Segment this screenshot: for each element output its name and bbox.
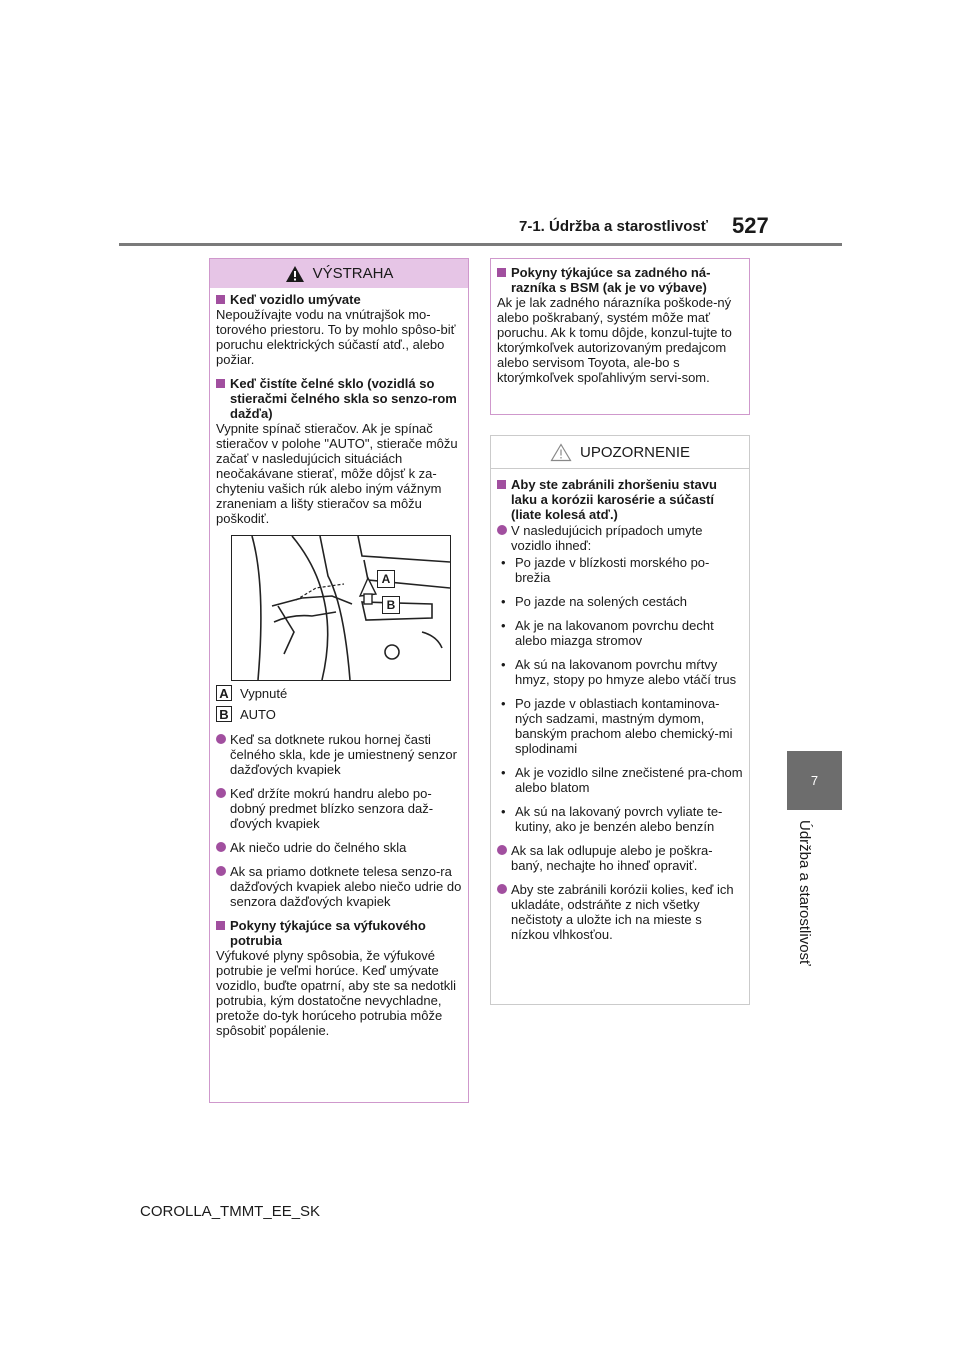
header-divider bbox=[119, 243, 842, 246]
chapter-number: 7 bbox=[810, 773, 819, 788]
label-badge-b: B bbox=[216, 706, 232, 722]
caution-box bbox=[490, 435, 750, 1005]
warning-section-washing bbox=[216, 292, 462, 367]
legend-text: Vypnuté bbox=[240, 685, 288, 701]
round-bullet-icon bbox=[216, 842, 226, 852]
document-code: COROLLA_TMMT_EE_SK bbox=[140, 1203, 321, 1220]
square-bullet-icon bbox=[497, 268, 506, 277]
figure-label-b: B bbox=[382, 596, 400, 614]
square-bullet-icon bbox=[216, 921, 225, 930]
page-number: 527 bbox=[732, 213, 769, 238]
section-title: 7-1. Údržba a starostlivosť bbox=[519, 218, 708, 235]
figure-label-a: A bbox=[377, 570, 395, 588]
warning-title: VÝSTRAHA bbox=[312, 265, 394, 282]
sub-list-item: • Ak je na lakovanom povrchu decht alebo miazga stromov bbox=[501, 618, 714, 648]
warning-section-exhaust bbox=[216, 918, 462, 1038]
square-bullet-icon bbox=[216, 379, 225, 388]
section-text: Ak je lak zadného nárazníka poškode-ný alebo poškrabaný, systém môže mať poruchu. Ak k tomu dôjde, konzul-tujte to ktorýmkoľvek autorizovaným predajcom alebo servisom Toyota, ale-bo s ktorýmkoľvek spoľahlivým servi-som. bbox=[497, 295, 732, 385]
chapter-side-label: Údržba a starostlivosť bbox=[796, 820, 813, 966]
wiper-lever-drawing bbox=[232, 536, 450, 680]
bsm-note-box bbox=[490, 258, 750, 415]
round-bullet-icon bbox=[216, 734, 226, 744]
round-bullet-icon bbox=[216, 866, 226, 876]
sub-list-item: • Po jazde v blízkosti morského po-brežia bbox=[501, 555, 710, 585]
warning-section-windshield bbox=[216, 376, 462, 526]
round-bullet-icon bbox=[497, 845, 507, 855]
section-text: Vypnite spínač stieračov. Ak je spínač stieračov v polohe "AUTO", stierače môžu začať v nasledujúcich situáciách neočakávane stierať, môže dôjsť k za-chyteniu vašich rúk alebo iným vážnym zraneniam a lišty stieračov sa môžu poškodiť. bbox=[216, 421, 458, 526]
list-item: Aby ste zabránili korózii kolies, keď ich ukladáte, odstráňte z nich všetky nečistoty a uložte ich na mieste s nízkou vlhkosťou. bbox=[497, 882, 743, 942]
section-text: Výfukové plyny spôsobia, že výfukové potrubie je veľmi horúce. Keď umývate vozidlo, buďte opatrní, aby ste sa nedotkli potrubia, kým dostatočne nevychladne, pretože do-tyk horúceho potrubia môže spôsobiť popálenie. bbox=[216, 948, 456, 1038]
warning-header bbox=[210, 259, 468, 288]
list-item: Ak sa priamo dotknete telesa senzo-ra dažďových kvapiek alebo niečo udrie do senzora dažďových kvapiek bbox=[216, 864, 462, 909]
square-bullet-icon bbox=[497, 480, 506, 489]
list-item: Keď držíte mokrú handru alebo po-dobný predmet blízko senzora daž-ďových kvapiek bbox=[216, 786, 462, 831]
round-bullet-icon bbox=[216, 788, 226, 798]
sub-list-item: • Po jazde v oblastiach kontaminova-ných sadzami, mastným dymom, banským prachom alebo chemický-mi splodinami bbox=[501, 696, 733, 756]
list-item: Keď sa dotknete rukou hornej časti čelného skla, kde je umiestnený senzor dažďových kvapiek bbox=[216, 732, 462, 777]
sub-list-item: • Ak je vozidlo silne znečistené pra-chom alebo blatom bbox=[501, 765, 743, 795]
chapter-tab bbox=[787, 751, 842, 810]
sub-list-item: • Ak sú na lakovanom povrchu mŕtvy hmyz, stopy po hmyze alebo vtáčí trus bbox=[501, 657, 737, 687]
round-bullet-icon bbox=[497, 525, 507, 535]
list-item: Ak sa lak odlupuje alebo je poškra-baný, nechajte ho ihneď opraviť. bbox=[497, 843, 743, 873]
caution-header bbox=[491, 436, 749, 469]
warning-triangle-icon bbox=[285, 265, 305, 283]
legend-item-a bbox=[216, 685, 462, 701]
section-heading: Keď čistíte čelné sklo (vozidlá so stieračmi čelného skla so senzo-rom dažďa) bbox=[230, 376, 457, 421]
sub-list-item: • Ak sú na lakovaný povrch vyliate te-kutiny, ako je benzén alebo benzín bbox=[501, 804, 723, 834]
wiper-switch-illustration bbox=[231, 535, 451, 681]
section-text: Nepoužívajte vodu na vnútrajšok mo-torového priestoru. To by mohlo spôso-biť poruchu elektrických súčastí atď., alebo požiar. bbox=[216, 307, 456, 367]
label-badge-a: A bbox=[216, 685, 232, 701]
section-heading: Aby ste zabránili zhoršeniu stavu laku a korózii karosérie a súčastí (liate kolesá atď.) bbox=[511, 477, 717, 522]
round-bullet-icon bbox=[497, 884, 507, 894]
sub-list-item: • Po jazde na solených cestách bbox=[501, 594, 687, 609]
section-heading: Pokyny týkajúce sa výfukového potrubia bbox=[230, 918, 426, 948]
square-bullet-icon bbox=[216, 295, 225, 304]
list-item: V nasledujúcich prípadoch umyte vozidlo ihneď: bbox=[497, 523, 743, 553]
caution-title: UPOZORNENIE bbox=[579, 443, 690, 461]
warning-box bbox=[209, 258, 469, 1103]
legend-item-b bbox=[216, 706, 462, 722]
section-heading: Pokyny týkajúce sa zadného ná-razníka s BSM (ak je vo výbave) bbox=[511, 265, 711, 295]
legend-text: AUTO bbox=[240, 706, 276, 722]
section-heading: Keď vozidlo umývate bbox=[230, 292, 361, 307]
caution-triangle-icon bbox=[550, 443, 572, 462]
list-item: Ak niečo udrie do čelného skla bbox=[216, 840, 462, 855]
